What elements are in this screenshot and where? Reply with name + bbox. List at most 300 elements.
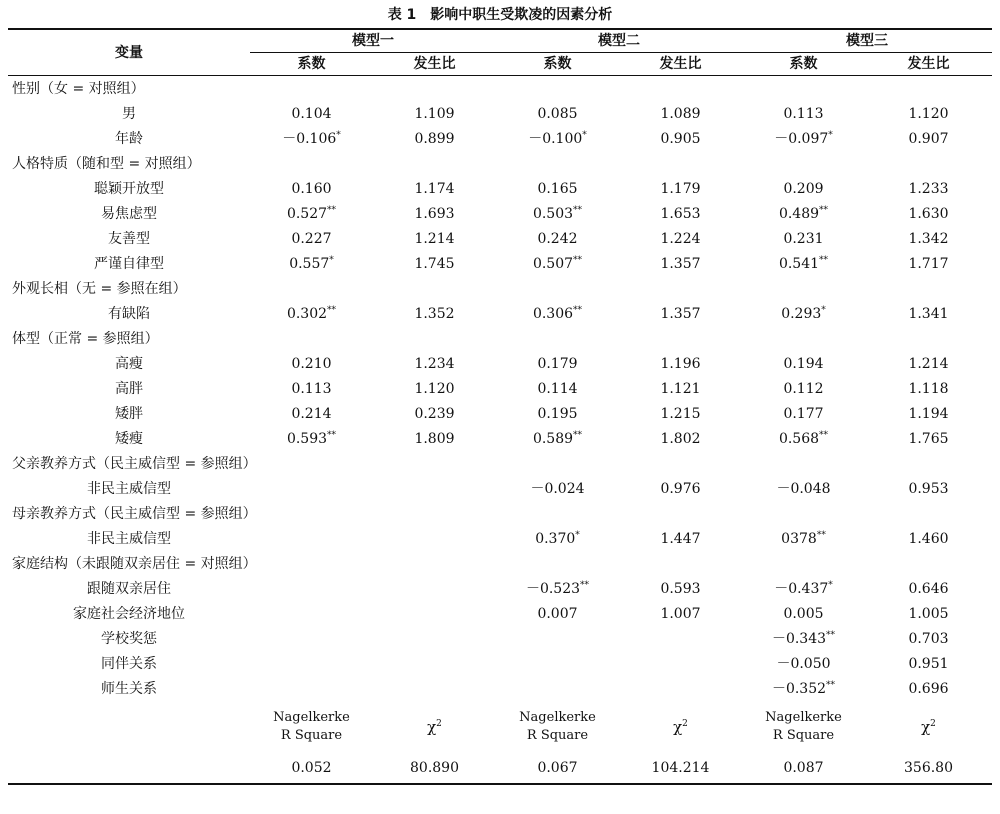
odds-ratio-cell xyxy=(373,151,496,176)
table-row xyxy=(8,376,992,401)
cell-value: 1.342 xyxy=(908,230,949,247)
variable-label: 高胖 xyxy=(115,380,143,397)
coef-cell xyxy=(250,301,373,326)
odds-ratio-cell xyxy=(619,226,742,251)
chi-square-value: 104.214 xyxy=(651,760,710,776)
category-row xyxy=(8,76,992,102)
odds-ratio-cell xyxy=(619,676,742,701)
cell-value: 0.194 xyxy=(783,355,824,372)
cell-value: 0.209 xyxy=(783,180,824,197)
odds-ratio-cell xyxy=(865,401,992,426)
odds-ratio-cell xyxy=(865,451,992,476)
odds-ratio-cell xyxy=(373,226,496,251)
cell-value: 1.630 xyxy=(908,205,949,222)
coef-cell xyxy=(742,226,865,251)
cell-value: 1.460 xyxy=(908,530,949,547)
cell-value: 1.215 xyxy=(660,405,701,422)
coef-cell xyxy=(250,501,373,526)
significance-stars: * xyxy=(582,129,587,140)
table-row xyxy=(8,426,992,451)
odds-ratio-cell xyxy=(619,201,742,226)
nagelkerke-value: 0.067 xyxy=(537,760,578,776)
odds-ratio-cell xyxy=(619,601,742,626)
cell-value: 1.120 xyxy=(908,105,949,122)
coef-cell xyxy=(496,351,619,376)
coef-cell xyxy=(742,76,865,102)
nagelkerke-label-line1: Nagelkerke xyxy=(273,710,350,725)
cell-value: 0.293 xyxy=(781,305,822,322)
cell-value: 0.951 xyxy=(908,655,949,672)
odds-ratio-cell xyxy=(865,501,992,526)
odds-ratio-cell xyxy=(373,126,496,151)
empty-cell xyxy=(8,753,250,784)
coef-cell xyxy=(250,476,373,501)
odds-ratio-cell xyxy=(865,201,992,226)
odds-ratio-cell xyxy=(865,126,992,151)
nagelkerke-label xyxy=(742,701,865,753)
significance-stars: ** xyxy=(327,304,337,315)
cell-value: 1.447 xyxy=(660,530,701,547)
coef-cell xyxy=(250,76,373,102)
odds-ratio-cell xyxy=(865,351,992,376)
cell-value: 1.109 xyxy=(414,105,455,122)
odds-ratio-cell xyxy=(373,301,496,326)
odds-ratio-cell xyxy=(373,626,496,651)
category-row xyxy=(8,151,992,176)
coef-cell xyxy=(742,601,865,626)
cell-value: 1.653 xyxy=(660,205,701,222)
odds-ratio-cell xyxy=(619,576,742,601)
coef-cell xyxy=(250,176,373,201)
odds-ratio-cell xyxy=(619,476,742,501)
cell-value: －0.352 xyxy=(771,680,827,697)
table-row xyxy=(8,626,992,651)
odds-ratio-header: 发生比 xyxy=(373,53,496,76)
coef-cell xyxy=(250,151,373,176)
variable-label: 高瘦 xyxy=(115,355,143,372)
coef-cell xyxy=(496,226,619,251)
cell-value: 0.005 xyxy=(783,605,824,622)
significance-stars: * xyxy=(329,254,334,265)
cell-value: 1.214 xyxy=(414,230,455,247)
coef-cell xyxy=(496,451,619,476)
odds-ratio-cell xyxy=(373,676,496,701)
cell-value: 0.302 xyxy=(286,305,328,322)
significance-stars: ** xyxy=(573,254,583,265)
table-row xyxy=(8,401,992,426)
nagelkerke-label-line2: R Square xyxy=(772,728,835,743)
odds-ratio-cell xyxy=(619,76,742,102)
table-row xyxy=(8,201,992,226)
coef-cell xyxy=(250,451,373,476)
nagelkerke-value: 0.052 xyxy=(291,760,332,776)
table-title: 表 1 影响中职生受欺凌的因素分析 xyxy=(387,7,613,23)
cell-value: 1.352 xyxy=(414,305,455,322)
coef-cell xyxy=(496,426,619,451)
cell-value: －0.343 xyxy=(771,630,827,647)
table-row xyxy=(8,651,992,676)
odds-ratio-cell xyxy=(865,526,992,551)
category-label: 母亲教养方式（民主威信型 = 参照组） xyxy=(12,505,257,522)
coef-cell xyxy=(496,126,619,151)
cell-value: 0.239 xyxy=(414,405,455,422)
cell-value: 0.370 xyxy=(535,530,576,547)
odds-ratio-cell xyxy=(373,501,496,526)
odds-ratio-cell xyxy=(619,151,742,176)
odds-ratio-cell xyxy=(619,176,742,201)
coef-cell xyxy=(250,601,373,626)
odds-ratio-cell xyxy=(865,151,992,176)
cell-value: 0.165 xyxy=(537,180,578,197)
coef-cell xyxy=(496,76,619,102)
cell-value: 0.160 xyxy=(291,180,332,197)
coef-cell xyxy=(250,576,373,601)
odds-ratio-cell xyxy=(865,676,992,701)
cell-value: 0.696 xyxy=(908,680,949,697)
cell-value: 0.113 xyxy=(783,105,824,122)
coef-cell xyxy=(742,326,865,351)
nagelkerke-value: 0.087 xyxy=(783,760,824,776)
cell-value: 0.507 xyxy=(532,255,574,272)
odds-ratio-header: 发生比 xyxy=(865,53,992,76)
cell-value: 1.765 xyxy=(908,430,949,447)
coef-cell xyxy=(496,651,619,676)
coef-cell xyxy=(496,326,619,351)
category-row xyxy=(8,326,992,351)
odds-ratio-cell xyxy=(373,551,496,576)
variable-label: 师生关系 xyxy=(101,680,157,697)
significance-stars: * xyxy=(821,304,826,315)
model-2-header: 模型二 xyxy=(496,29,742,53)
nagelkerke-label-line2: R Square xyxy=(280,728,343,743)
odds-ratio-cell xyxy=(865,551,992,576)
coef-cell xyxy=(250,676,373,701)
cell-value: 1.179 xyxy=(660,180,701,197)
model-fit-values-row xyxy=(8,753,992,784)
cell-value: 1.233 xyxy=(908,180,949,197)
odds-ratio-cell xyxy=(373,401,496,426)
cell-value: 0.085 xyxy=(537,105,578,122)
variable-header: 变量 xyxy=(8,29,250,76)
variable-label: 严谨自律型 xyxy=(94,255,164,272)
cell-value: 1.809 xyxy=(414,430,455,447)
odds-ratio-cell xyxy=(619,276,742,301)
coef-cell xyxy=(742,526,865,551)
cell-value: 1.745 xyxy=(414,255,455,272)
coef-cell xyxy=(250,401,373,426)
coef-cell xyxy=(250,351,373,376)
cell-value: 0.568 xyxy=(778,430,820,447)
variable-label: 学校奖惩 xyxy=(101,630,157,647)
significance-stars: * xyxy=(828,129,833,140)
coef-cell xyxy=(250,551,373,576)
significance-stars: ** xyxy=(819,254,829,265)
table-row xyxy=(8,676,992,701)
table-row xyxy=(8,251,992,276)
odds-ratio-cell xyxy=(619,351,742,376)
chi-symbol: χ xyxy=(673,718,683,736)
chi-square-value: 80.890 xyxy=(410,760,459,776)
table-row xyxy=(8,101,992,126)
chi-superscript: 2 xyxy=(436,719,442,729)
odds-ratio-cell xyxy=(373,201,496,226)
regression-table xyxy=(8,28,992,785)
coef-cell xyxy=(742,151,865,176)
coef-cell xyxy=(742,401,865,426)
odds-ratio-cell xyxy=(619,426,742,451)
cell-value: 0.589 xyxy=(532,430,574,447)
model-fit-row xyxy=(8,701,992,753)
coef-cell xyxy=(742,501,865,526)
coef-header: 系数 xyxy=(742,53,865,76)
significance-stars: ** xyxy=(573,429,583,440)
odds-ratio-cell xyxy=(373,451,496,476)
coef-cell xyxy=(496,376,619,401)
coef-cell xyxy=(496,576,619,601)
variable-label: 矮瘦 xyxy=(115,430,143,447)
cell-value: 0.646 xyxy=(908,580,949,597)
chi-superscript: 2 xyxy=(682,719,688,729)
table-row xyxy=(8,576,992,601)
significance-stars: ** xyxy=(573,304,583,315)
odds-ratio-cell xyxy=(373,576,496,601)
odds-ratio-cell xyxy=(865,326,992,351)
category-row xyxy=(8,451,992,476)
model-1-header: 模型一 xyxy=(250,29,496,53)
table-body xyxy=(8,76,992,702)
cell-value: 1.196 xyxy=(660,355,701,372)
variable-label: 有缺陷 xyxy=(108,305,150,322)
variable-label: 男 xyxy=(122,105,136,122)
significance-stars: ** xyxy=(819,204,829,215)
category-label: 父亲教养方式（民主威信型 = 参照组） xyxy=(12,455,257,472)
significance-stars: ** xyxy=(816,529,826,540)
cell-value: －0.097 xyxy=(774,130,829,147)
cell-value: 0.114 xyxy=(537,380,578,397)
odds-ratio-cell xyxy=(619,326,742,351)
odds-ratio-cell xyxy=(373,176,496,201)
cell-value: －0.437 xyxy=(774,580,829,597)
category-row xyxy=(8,551,992,576)
cell-value: 0.104 xyxy=(291,105,332,122)
odds-ratio-cell xyxy=(619,401,742,426)
odds-ratio-cell xyxy=(373,351,496,376)
odds-ratio-cell xyxy=(619,251,742,276)
nagelkerke-label xyxy=(250,701,373,753)
significance-stars: ** xyxy=(826,679,836,690)
odds-ratio-cell xyxy=(865,251,992,276)
coef-cell xyxy=(496,301,619,326)
variable-label: 易焦虑型 xyxy=(101,205,157,222)
coef-cell xyxy=(496,276,619,301)
category-label: 人格特质（随和型 = 对照组） xyxy=(12,155,201,172)
table-row xyxy=(8,351,992,376)
cell-value: 0.703 xyxy=(908,630,949,647)
significance-stars: ** xyxy=(327,204,337,215)
odds-ratio-cell xyxy=(865,376,992,401)
cell-value: 0.177 xyxy=(783,405,824,422)
coef-cell xyxy=(496,526,619,551)
cell-value: 1.357 xyxy=(660,255,701,272)
odds-ratio-cell xyxy=(865,226,992,251)
table-row xyxy=(8,126,992,151)
cell-value: 0.905 xyxy=(660,130,701,147)
cell-value: －0.024 xyxy=(530,480,585,497)
cell-value: －0.048 xyxy=(776,480,831,497)
coef-cell xyxy=(250,651,373,676)
variable-label: 非民主威信型 xyxy=(87,480,171,497)
coef-cell xyxy=(496,201,619,226)
significance-stars: ** xyxy=(573,204,583,215)
odds-ratio-cell xyxy=(619,101,742,126)
cell-value: 0.007 xyxy=(537,605,578,622)
coef-cell xyxy=(496,151,619,176)
cell-value: 0.593 xyxy=(660,580,701,597)
odds-ratio-cell xyxy=(865,651,992,676)
table-row xyxy=(8,301,992,326)
coef-cell xyxy=(250,251,373,276)
chi-square-label xyxy=(865,701,992,753)
cell-value: 1.194 xyxy=(908,405,949,422)
nagelkerke-label xyxy=(496,701,619,753)
variable-label: 跟随双亲居住 xyxy=(87,580,171,597)
odds-ratio-cell xyxy=(373,101,496,126)
cell-value: 0.214 xyxy=(291,405,332,422)
odds-ratio-cell xyxy=(865,476,992,501)
model-3-header: 模型三 xyxy=(742,29,992,53)
chi-superscript: 2 xyxy=(930,719,936,729)
odds-ratio-cell xyxy=(865,576,992,601)
cell-value: 0.593 xyxy=(286,430,328,447)
cell-value: 1.357 xyxy=(660,305,701,322)
coef-cell xyxy=(742,376,865,401)
cell-value: 0.242 xyxy=(537,230,578,247)
odds-ratio-cell xyxy=(865,426,992,451)
coef-cell xyxy=(250,526,373,551)
coef-cell xyxy=(742,126,865,151)
coef-cell xyxy=(742,551,865,576)
cell-value: －0.050 xyxy=(776,655,831,672)
table-row xyxy=(8,601,992,626)
nagelkerke-label-line1: Nagelkerke xyxy=(519,710,596,725)
chi-symbol: χ xyxy=(921,718,931,736)
significance-stars: ** xyxy=(580,579,590,590)
cell-value: 1.005 xyxy=(908,605,949,622)
variable-label: 同伴关系 xyxy=(101,655,157,672)
coef-cell xyxy=(496,501,619,526)
odds-ratio-cell xyxy=(373,476,496,501)
coef-cell xyxy=(742,476,865,501)
cell-value: －0.106 xyxy=(282,130,337,147)
coef-cell xyxy=(496,251,619,276)
category-label: 性别（女 = 对照组） xyxy=(12,80,145,97)
variable-label: 非民主威信型 xyxy=(87,530,171,547)
coef-cell xyxy=(742,176,865,201)
odds-ratio-cell xyxy=(865,176,992,201)
cell-value: 0.899 xyxy=(414,130,455,147)
odds-ratio-cell xyxy=(865,301,992,326)
coef-header: 系数 xyxy=(250,53,373,76)
significance-stars: ** xyxy=(826,629,836,640)
odds-ratio-cell xyxy=(373,76,496,102)
coef-cell xyxy=(742,626,865,651)
cell-value: 0.306 xyxy=(532,305,574,322)
coef-cell xyxy=(742,201,865,226)
cell-value: 0.113 xyxy=(291,380,332,397)
nagelkerke-label-line1: Nagelkerke xyxy=(765,710,842,725)
cell-value: 1.121 xyxy=(660,380,701,397)
cell-value: －0.523 xyxy=(525,580,581,597)
coef-cell xyxy=(250,126,373,151)
cell-value: 1.089 xyxy=(660,105,701,122)
coef-cell xyxy=(742,351,865,376)
cell-value: 0.112 xyxy=(783,380,824,397)
cell-value: 0378 xyxy=(781,530,817,547)
odds-ratio-cell xyxy=(619,501,742,526)
category-label: 外观长相（无 = 参照在组） xyxy=(12,280,187,297)
coef-cell xyxy=(496,601,619,626)
cell-value: 1.802 xyxy=(660,430,701,447)
table-row xyxy=(8,226,992,251)
cell-value: 0.231 xyxy=(783,230,824,247)
cell-value: －0.100 xyxy=(528,130,583,147)
coef-cell xyxy=(250,276,373,301)
cell-value: 1.224 xyxy=(660,230,701,247)
chi-symbol: χ xyxy=(427,718,437,736)
cell-value: 1.214 xyxy=(908,355,949,372)
cell-value: 0.489 xyxy=(778,205,820,222)
odds-ratio-cell xyxy=(373,326,496,351)
cell-value: 0.541 xyxy=(778,255,820,272)
coef-cell xyxy=(742,276,865,301)
cell-value: 1.693 xyxy=(414,205,455,222)
significance-stars: * xyxy=(828,579,833,590)
cell-value: 0.210 xyxy=(291,355,332,372)
cell-value: 0.195 xyxy=(537,405,578,422)
coef-cell xyxy=(496,176,619,201)
odds-ratio-cell xyxy=(619,376,742,401)
odds-ratio-cell xyxy=(865,601,992,626)
variable-label: 友善型 xyxy=(108,230,150,247)
odds-ratio-cell xyxy=(373,251,496,276)
variable-label: 家庭社会经济地位 xyxy=(73,605,185,622)
odds-ratio-cell xyxy=(373,651,496,676)
cell-value: 0.953 xyxy=(908,480,949,497)
chi-square-value: 356.80 xyxy=(904,760,953,776)
coef-cell xyxy=(250,101,373,126)
coef-cell xyxy=(496,626,619,651)
coef-cell xyxy=(496,401,619,426)
cell-value: 0.976 xyxy=(660,480,701,497)
significance-stars: * xyxy=(336,129,341,140)
coef-cell xyxy=(742,576,865,601)
significance-stars: ** xyxy=(327,429,337,440)
odds-ratio-cell xyxy=(619,651,742,676)
odds-ratio-cell xyxy=(865,276,992,301)
odds-ratio-cell xyxy=(619,526,742,551)
cell-value: 1.341 xyxy=(908,305,949,322)
cell-value: 0.503 xyxy=(532,205,574,222)
odds-ratio-cell xyxy=(865,101,992,126)
coef-cell xyxy=(742,676,865,701)
cell-value: 1.118 xyxy=(908,380,949,397)
coef-cell xyxy=(496,101,619,126)
coef-cell xyxy=(742,426,865,451)
coef-cell xyxy=(250,626,373,651)
cell-value: 1.120 xyxy=(414,380,455,397)
variable-label: 聪颖开放型 xyxy=(94,180,164,197)
cell-value: 0.227 xyxy=(291,230,332,247)
